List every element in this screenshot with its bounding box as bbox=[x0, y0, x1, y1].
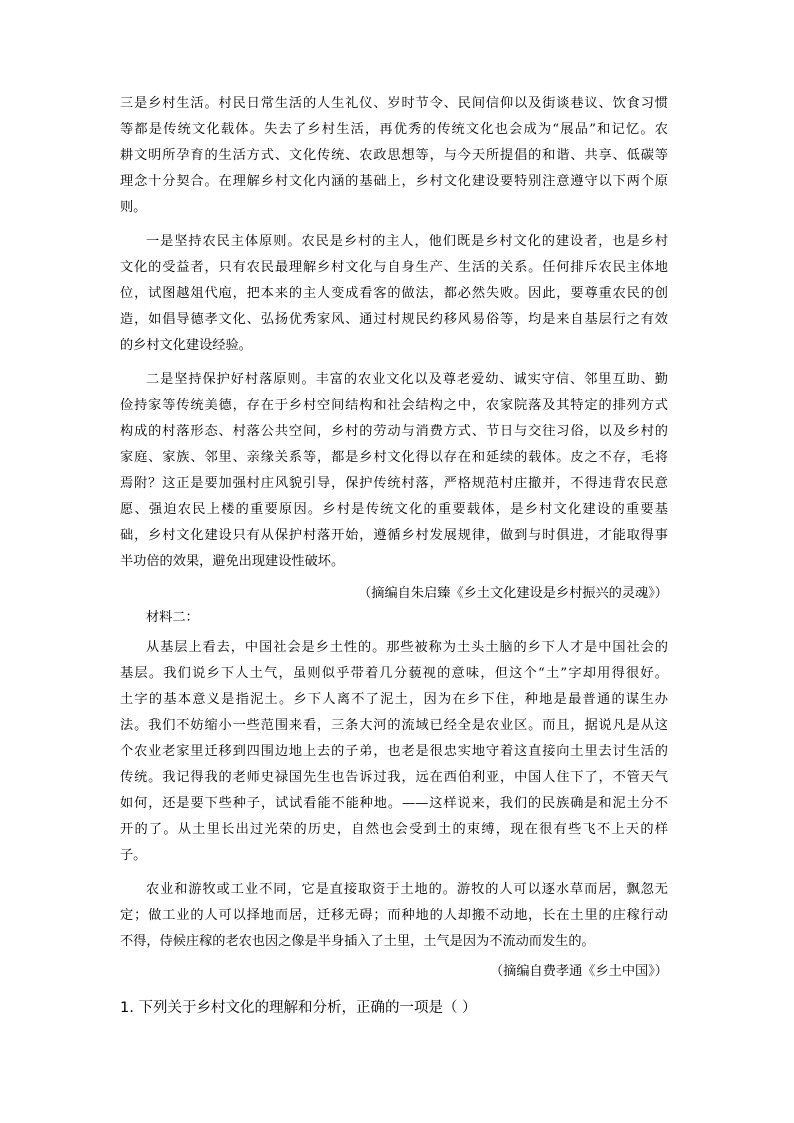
passage-line: 础，乡村文化建设只有从保护村落开始，遵循乡村发展规律，做到与时俱进，才能取得事 bbox=[120, 528, 668, 543]
passage-line: 理念十分契合。在理解乡村文化内涵的基础上，乡村文化建设要特别注意遵守以下两个原 bbox=[120, 174, 668, 189]
source-citation: （摘编自朱启臻《乡土文化建设是乡村振兴的灵魂》） bbox=[358, 586, 668, 601]
passage-line: 文化的受益者，只有农民最理解乡村文化与自身生产、生活的关系。任何排斥农民主体地 bbox=[120, 260, 668, 275]
passage-line: 位，试图越俎代庖，把本来的主人变成看客的做法，都必然失败。因此，要尊重农民的创 bbox=[120, 286, 668, 301]
passage-line: 愿、强迫农民上楼的重要原因。乡村是传统文化的重要载体，是乡村文化建设的重要基 bbox=[120, 502, 668, 517]
passage-line: 基层。我们说乡下人土气，虽则似乎带着几分藐视的意味，但这个“土”字却用得很好。 bbox=[120, 666, 668, 681]
passage-line: 个农业老家里迁移到四围边地上去的子弟，也老是很忠实地守着这直接向土里去讨生活的 bbox=[120, 744, 668, 759]
passage-line: 土字的基本意义是指泥土。乡下人离不了泥土，因为在乡下住，种地是最普通的谋生办 bbox=[120, 692, 668, 707]
passage-line: 则。 bbox=[120, 200, 147, 215]
passage-line: 一是坚持农民主体原则。农民是乡村的主人，他们既是乡村文化的建设者，也是乡村 bbox=[146, 234, 668, 249]
passage-line: 定；做工业的人可以择地而居，迁移无碍；而种地的人却搬不动地，长在土里的庄稼行动 bbox=[120, 908, 668, 923]
source-citation: （摘编自费孝通《乡土中国》） bbox=[489, 964, 668, 979]
material-heading: 材料二： bbox=[146, 610, 199, 625]
passage-line: 造，如倡导德孝文化、弘扬优秀家风、通过村规民约移风易俗等，均是来自基层行之有效 bbox=[120, 312, 668, 327]
passage-line: 构成的村落形态、村落公共空间，乡村的劳动与消费方式、节日与交往习俗，以及乡村的 bbox=[120, 424, 668, 439]
passage-line: 法。我们不妨缩小一些范围来看，三条大河的流域已经全是农业区。而且，据说凡是从这 bbox=[120, 718, 668, 733]
passage-line: 农业和游牧或工业不同，它是直接取资于土地的。游牧的人可以逐水草而居，飘忽无 bbox=[146, 882, 668, 897]
passage-line: 三是乡村生活。村民日常生活的人生礼仪、岁时节令、民间信仰以及街谈巷议、饮食习惯 bbox=[120, 96, 668, 111]
passage-line: 子。 bbox=[120, 848, 147, 863]
passage-line: 传统。我记得我的老师史禄国先生也告诉过我，远在西伯利亚，中国人住下了，不管天气 bbox=[120, 770, 668, 785]
passage-line: 俭持家等传统美德，存在于乡村空间结构和社会结构之中，农家院落及其特定的排列方式 bbox=[120, 398, 668, 413]
passage-line: 的乡村文化建设经验。 bbox=[120, 338, 252, 353]
passage-line: 从基层上看去，中国社会是乡土性的。那些被称为土头土脑的乡下人才是中国社会的 bbox=[146, 640, 668, 655]
passage-line: 二是坚持保护好村落原则。丰富的农业文化以及尊老爱幼、诚实守信、邻里互助、勤 bbox=[146, 372, 668, 387]
passage-line: 如何，还是要下些种子，试试看能不能种地。——这样说来，我们的民族确是和泥土分不 bbox=[120, 796, 668, 811]
passage-line: 开的了。从土里长出过光荣的历史，自然也会受到土的束缚，现在很有些飞不上天的样 bbox=[120, 822, 668, 837]
question-1: 1. 下列关于乡村文化的理解和分析，正确的一项是（ ） bbox=[120, 1000, 477, 1016]
passage-line: 家庭、家族、邻里、亲缘关系等，都是乡村文化得以存在和延续的载体。皮之不存，毛将 bbox=[120, 450, 668, 465]
passage-line: 半功倍的效果，避免出现建设性破坏。 bbox=[120, 554, 345, 569]
passage-line: 焉附？这正是要加强村庄风貌引导，保护传统村落，严格规范村庄撤并，不得违背农民意 bbox=[120, 476, 668, 491]
passage-line: 等都是传统文化载体。失去了乡村生活，再优秀的传统文化也会成为“展品”和记忆。农 bbox=[120, 122, 668, 137]
passage-line: 不得，侍候庄稼的老农也因之像是半身插入了土里，土气是因为不流动而发生的。 bbox=[120, 934, 595, 949]
passage-line: 耕文明所孕育的生活方式、文化传统、农政思想等，与今天所提倡的和谐、共享、低碳等 bbox=[120, 148, 668, 163]
